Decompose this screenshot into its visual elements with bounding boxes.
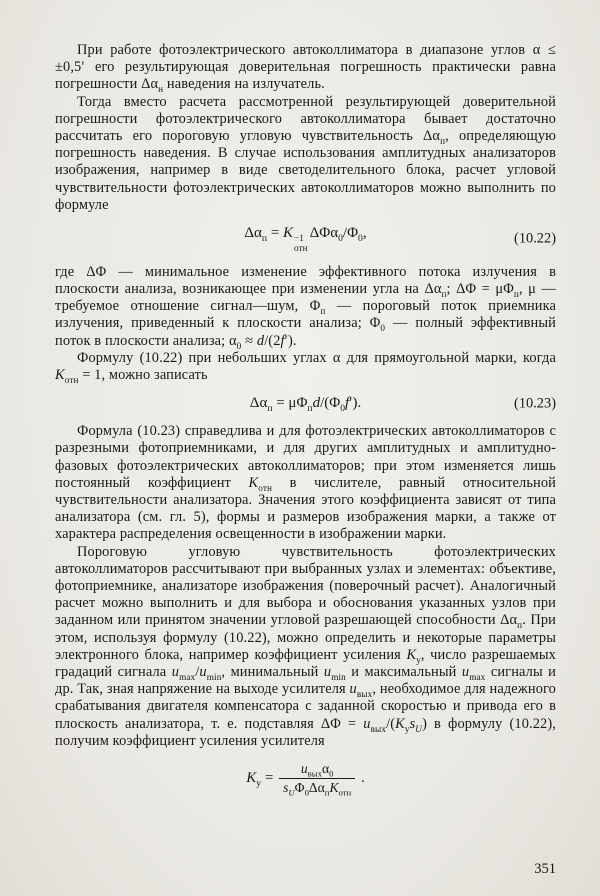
formula-fraction	[279, 760, 355, 796]
fraction-numerator: $u_{вых}\alpha_0$	[300, 760, 334, 779]
formula-10-23-body: $\Delta\alpha_п = \mu\Phi_пd/(\Phi_0f')$.	[249, 395, 362, 415]
page-content	[55, 42, 556, 805]
fraction-denominator: $s_U\Phi_0\Delta\alpha_пK_{отн}$	[279, 778, 355, 797]
paragraph-1: При работе фотоэлектрического автоколлиматора в диапазоне углов α ≤ ±0,5′ его результирующая доверительная погрешность практически равна погрешности $\Delta\alpha_н$ наведения на излучатель.	[55, 42, 556, 95]
equation-number-10-23: (10.23)	[514, 395, 556, 412]
paragraph-2: Тогда вместо расчета рассмотренной результирующей доверительной погрешности фотоэлектрического автоколлиматора бывает достаточно рассчитать его пороговую угловую чувствительность $\Delta\alpha_п$, определяющую погрешность наведения. В случае использования амплитудных анализаторов изображения, например в виде светоделительного блока, расчет угловой чувствительности фотоэлектрических автоколлиматоров можно выполнить по формуле	[55, 93, 557, 213]
paragraph-4: Формулу (10.22) при небольших углах α для прямоугольной марки, когда $K_{отн} = 1$, можно записать	[55, 349, 556, 385]
page-number: 351	[534, 861, 556, 877]
paragraph-3: где ΔΦ — минимальное изменение эффективного потока излучения в плоскости анализа, возникающее при изменении угла на $\Delta\alpha_п$; $\Delta\Phi = \mu\Phi_п$, μ — требуемое отношение сигнал—шум, $\Phi_п$ — пороговый поток приемника излучения, приведенный к плоскости анализа; $\Phi_0$ — полный эффективный поток в плоскости анализа; $\alpha_0 \approx d/(2f')$.	[55, 263, 557, 351]
formula-amplifier-gain-body	[246, 760, 365, 798]
formula-10-22	[55, 224, 556, 255]
formula-tail: .	[360, 769, 365, 786]
paragraph-6: Пороговую угловую чувствительность фотоэлектрических автоколлиматоров рассчитывают при выбранных узлах и элементах: объективе, фотоприемнике, анализаторе изображения (поверочный расчет). Аналогичный расчет можно выполнить и для выбора и обоснования указанных узлов при заданном или принятом значении угловой разрешающей способности $\Delta\alpha_п$. При этом, используя формулу (10.22), можно определить и некоторые параметры электронного блока, например коэффициент усиления $K_у$, число разрешаемых градаций сигнала $u_{max}/u_{min}$, минимальный $u_{min}$ и максимальный $u_{max}$ сигналы и др. Так, зная напряжение на выходе усилителя $u_{вых}$, необходимое для надежного срабатывания двигателя компенсатора с заданной скоростью и привода его в плоскость анализатора, т. е. подставляя $\Delta\Phi = u_{вых}/(K_уs_U)$ в формулу (10.22), получим коэффициент усиления усилителя	[55, 543, 556, 749]
paragraph-5: Формула (10.23) справедлива и для фотоэлектрических автоколлиматоров с разрезными фотоприемниками, и для других амплитудных и амплитудно-фазовых фотоэлектрических автоколлиматоров; при этом изменяется лишь постоянный коэффициент $K_{отн}$ в числителе, равный относительной чувствительности анализатора. Значения этого коэффициента зависят от типа анализатора (см. гл. 5), формы и размеров изображения марки, а также от характера распределения освещенности в изображении марки.	[55, 423, 557, 543]
equation-number-10-22: (10.22)	[514, 230, 556, 247]
formula-lhs: $K_у$ =	[246, 769, 274, 789]
formula-10-23	[55, 394, 556, 414]
formula-amplifier-gain	[55, 760, 556, 796]
formula-10-22-body: $\Delta\alpha_п = K$ −1 отн $\Delta\Phi\alpha_0/\Phi_0$,	[244, 225, 367, 254]
